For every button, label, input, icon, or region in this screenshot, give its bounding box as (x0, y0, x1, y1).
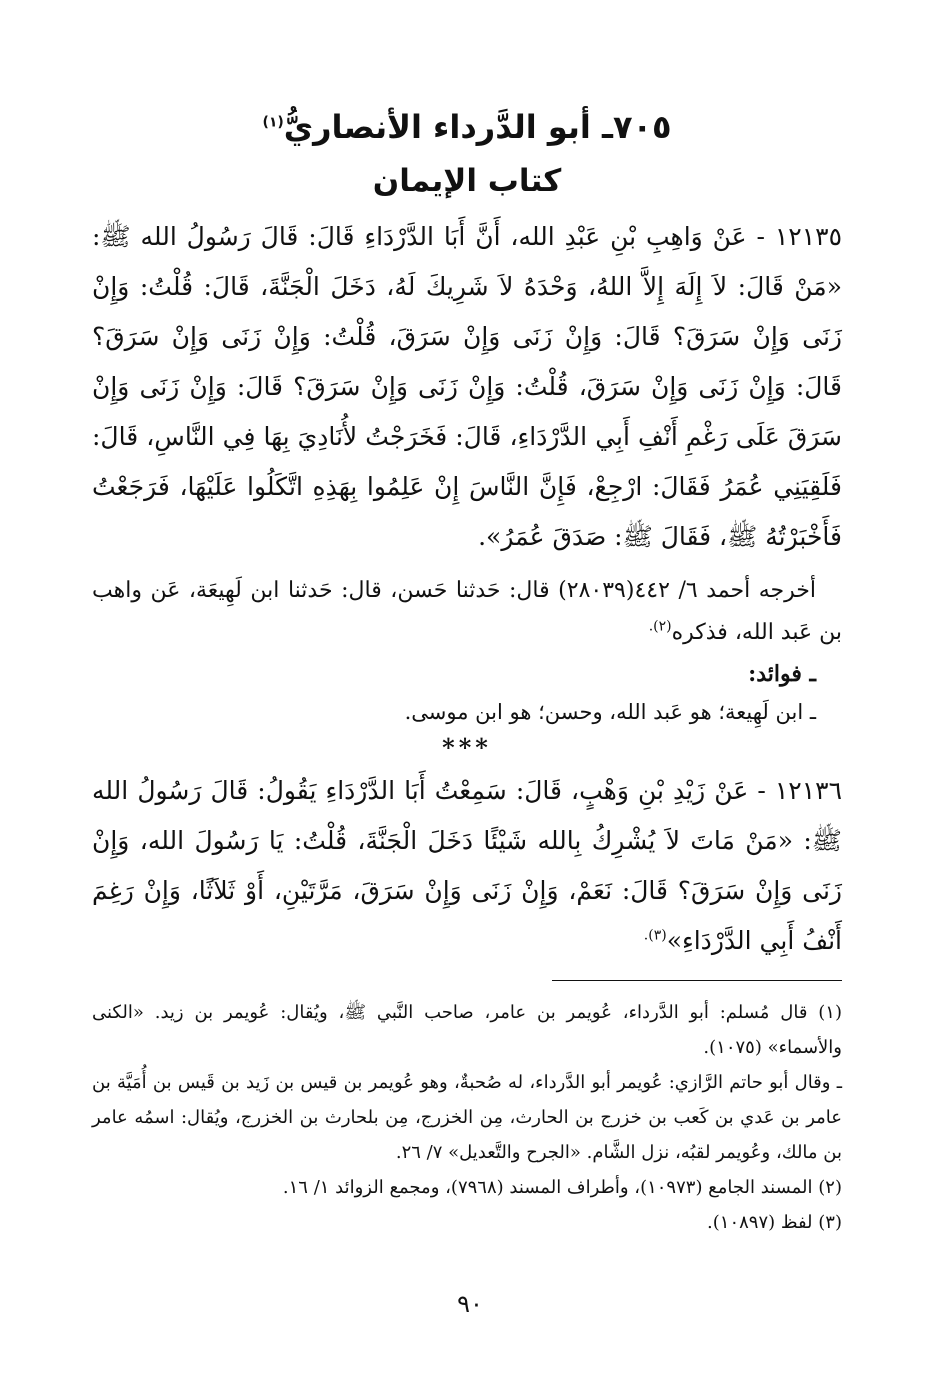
footnote-divider (552, 980, 842, 981)
takhrij-footnote-ref: (٢). (648, 618, 672, 635)
hadith-12136 (92, 766, 842, 966)
takhrij-paragraph (92, 570, 842, 654)
footnote-2: (٢) المسند الجامع (١٠٩٧٣)، وأطراف المسند (٧٩٦٨)، ومجمع الزوائد ١/ ١٦. (282, 1177, 842, 1198)
hadith-number: ١٢١٣٥ - (756, 222, 842, 251)
footnote-1: (١) قال مُسلم: أبو الدَّرداء، عُويمر بن عامر، صاحب النَّبي ﷺ، ويُقال: عُويمر بن زيد. «الكنى والأسماء» (١٠٧٥). (92, 1002, 842, 1058)
chapter-title: كتاب الإيمان (372, 163, 562, 199)
title-footnote-ref: (١) (262, 114, 284, 131)
book-page (92, 100, 842, 1240)
section-separator: *** (442, 733, 492, 762)
page-number: ٩٠ (457, 1290, 483, 1318)
biography-title (92, 100, 842, 154)
hadith-12135 (92, 212, 842, 562)
hadith-number: ١٢١٣٦ - (757, 776, 842, 805)
hadith-footnote-ref: (٣). (643, 927, 667, 944)
hadith-text: عَنْ زَيْدِ بْنِ وَهْبٍ، قَالَ: سَمِعْتُ أَبَا الدَّرْدَاءِ يَقُولُ: قَالَ رَسُولُ الله ﷺ: «مَنْ مَاتَ لاَ يُشْرِكُ بِالله شَيْئًا دَخَلَ الْجَنَّةَ، قُلْتُ: يَا رَسُولَ الله، وَإِنْ زَنَى وَإِنْ سَرَقَ؟ قَالَ: نَعَمْ، وَإِنْ زَنَى وَإِنْ سَرَقَ، مَرَّتَيْنِ، أَوْ ثَلاَثًا، وَإِنْ رَغِمَ أَنْفُ أَبِي الدَّرْدَاءِ» (92, 776, 842, 955)
footnote-3: (٣) لفظ (١٠٨٩٧). (707, 1212, 842, 1233)
fawaid-item: ـ ابن لَهِيعة؛ هو عَبد الله، وحسن؛ هو ابن موسى. (404, 700, 816, 724)
biography-title-text: ٧٠٥ـ أبو الدَّرداء الأنصاريُّ (283, 108, 672, 146)
takhrij-text: أخرجه أحمد ٦/ ٤٤٢(٢٨٠٣٩) قال: حَدثنا حَسن، قال: حَدثنا ابن لَهِيعَة، عَن واهب بن عَبد الله، فذكره (92, 578, 842, 645)
fawaid-heading: ـ فوائد: (748, 661, 816, 687)
hadith-text: عَنْ وَاهِبِ بْنِ عَبْدِ الله، أَنَّ أَبَا الدَّرْدَاءِ قَالَ: قَالَ رَسُولُ الله ﷺ: «مَنْ قَالَ: لاَ إِلَهَ إِلاَّ اللهُ، وَحْدَهُ لاَ شَرِيكَ لَهُ، دَخَلَ الْجَنَّةَ، قَالَ: قُلْتُ: وَإِنْ زَنَى وَإِنْ سَرَقَ؟ قَالَ: وَإِنْ زَنَى وَإِنْ سَرَقَ، قُلْتُ: وَإِنْ زَنَى وَإِنْ سَرَقَ؟ قَالَ: وَإِنْ زَنَى وَإِنْ سَرَقَ، قُلْتُ: وَإِنْ زَنَى وَإِنْ سَرَقَ؟ قَالَ: وَإِنْ زَنَى وَإِنْ سَرَقَ عَلَى رَغْمِ أَنْفِ أَبِي الدَّرْدَاءِ، قَالَ: فَخَرَجْتُ لأُنَادِيَ بِهَا فِي النَّاسِ، قَالَ: فَلَقِيَنِي عُمَرُ فَقَالَ: ارْجِعْ، فَإِنَّ النَّاسَ إِنْ عَلِمُوا بِهَذِهِ اتَّكَلُوا عَلَيْهَا، فَرَجَعْتُ فَأَخْبَرْتُهُ ﷺ، فَقَالَ ﷺ: صَدَقَ عُمَرُ». (92, 222, 842, 551)
footnote-1-continued: ـ وقال أبو حاتم الرَّازي: عُويمر أبو الدَّرداء، له صُحبةٌ، وهو عُويمر بن قيس بن زَيد بن قَيس بن أُمَيَّة بن عامر بن عَدي بن كَعب بن خزرج بن الحارث، مِن الخزرج، مِن بلحارث بن الخزرج، ويُقال: اسمُه عامر بن مالك، وعُويمر لقبُه، نزل الشَّام. «الجرح والتَّعديل» ٧/ ٢٦. (92, 1072, 842, 1163)
